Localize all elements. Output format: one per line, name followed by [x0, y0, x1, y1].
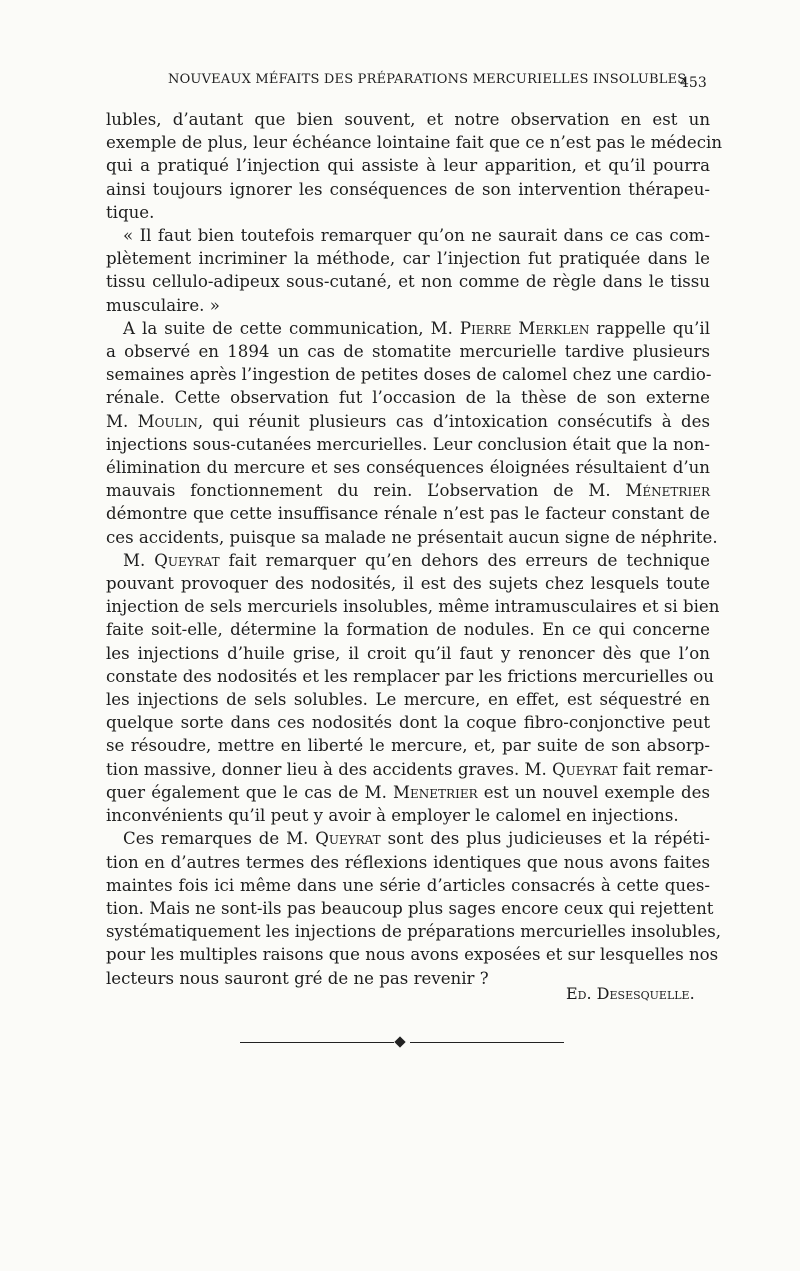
- text-run: tion massive, donner lieu à des accidents graves. M.: [106, 759, 553, 779]
- text-line: ces accidents, puisque sa malade ne présentait aucun signe de néphrite.: [106, 527, 718, 547]
- text-run: A la suite de cette communication, M.: [123, 318, 460, 338]
- text-run: fait remar-: [617, 759, 714, 779]
- person-name: Queyrat: [552, 759, 618, 779]
- paragraph: [106, 549, 720, 827]
- text-line: [106, 758, 714, 781]
- text-line: [106, 549, 710, 572]
- text-line: systématiquement les injections de préparations mercurielles insolubles,: [106, 922, 722, 942]
- divider-rule-left: [240, 1042, 394, 1043]
- text-run: Ces remarques de M.: [123, 829, 316, 849]
- text-run: mauvais fonctionnement du rein. L’observation de M.: [106, 481, 626, 501]
- text-run: rappelle qu’il: [589, 318, 711, 338]
- text-line: [106, 781, 710, 804]
- text-run: quer également que le cas de M.: [106, 782, 394, 802]
- text-run: , qui réunit plusieurs cas d’intoxication consécutifs à des: [197, 411, 710, 431]
- text-line: injections sous-cutanées mercurielles. Leur conclusion était que la non-: [106, 434, 710, 454]
- paragraph: [106, 108, 723, 224]
- text-line: plètement incriminer la méthode, car l’injection fut pratiquée dans le: [106, 249, 710, 269]
- text-line: lubles, d’autant que bien souvent, et notre observation en est un: [106, 110, 710, 129]
- text-line: [106, 479, 710, 502]
- text-line: se résoudre, mettre en liberté le mercure, et, par suite de son absorp-: [106, 736, 710, 756]
- text-line: rénale. Cette observation fut l’occasion de la thèse de son externe: [106, 388, 710, 408]
- person-name: Queyrat: [315, 829, 381, 849]
- text-line: injection de sels mercuriels insolubles, même intramusculaires et si bien: [106, 597, 720, 617]
- text-line: démontre que cette insuffisance rénale n’est pas le facteur constant de: [106, 504, 710, 524]
- text-line: les injections de sels solubles. Le mercure, en effet, est séquestré en: [106, 690, 710, 710]
- text-line: maintes fois ici même dans une série d’articles consacrés à cette ques-: [106, 875, 710, 895]
- running-header: NOUVEAUX MÉFAITS DES PRÉPARATIONS MERCURIELLES INSOLUBLES: [168, 72, 687, 87]
- text-line: « Il faut bien toutefois remarquer qu’on ne saurait dans ce cas com-: [123, 226, 710, 246]
- person-name: Menetrier: [393, 782, 478, 802]
- text-line: tique.: [106, 202, 155, 222]
- author-signature: Ed. Desesquelle.: [566, 984, 695, 1003]
- person-name: Pierre Merklen: [459, 318, 590, 338]
- person-name: Ménetrier: [625, 481, 710, 501]
- paragraph: [106, 317, 718, 549]
- text-line: inconvénients qu’il peut y avoir à employer le calomel en injections.: [106, 806, 679, 826]
- diamond-ornament-icon: [394, 1036, 405, 1047]
- person-name: Queyrat: [154, 550, 220, 570]
- text-run: M.: [106, 411, 138, 431]
- text-line: tion en d’autres termes des réflexions identiques que nous avons faites: [106, 852, 710, 872]
- text-line: faite soit-elle, détermine la formation de nodules. En ce qui concerne: [106, 620, 710, 640]
- text-line: tissu cellulo-adipeux sous-cutané, et non comme de règle dans le tissu: [106, 272, 710, 292]
- text-line: [106, 827, 710, 850]
- text-line: semaines après l’ingestion de petites doses de calomel chez une cardio-: [106, 365, 712, 385]
- text-run: M.: [123, 550, 155, 570]
- text-line: musculaire. »: [106, 295, 220, 315]
- text-line: pour les multiples raisons que nous avons exposées et sur lesquelles nos: [106, 945, 719, 965]
- divider-rule-right: [410, 1042, 564, 1043]
- paragraph: [106, 827, 722, 989]
- text-line: pouvant provoquer des nodosités, il est des sujets chez lesquels toute: [106, 574, 710, 594]
- paragraph: [106, 224, 710, 317]
- text-line: [106, 317, 710, 340]
- article-body: [106, 108, 723, 990]
- text-line: ainsi toujours ignorer les conséquences de son intervention thérapeu-: [106, 179, 710, 199]
- text-line: [106, 410, 710, 433]
- text-line: constate des nodosités et les remplacer par les frictions mercurielles ou: [106, 666, 714, 686]
- text-run: fait remarquer qu’en dehors des erreurs de technique: [219, 550, 711, 570]
- person-name: Moulin: [137, 411, 198, 431]
- text-run: sont des plus judicieuses et la répéti-: [380, 829, 711, 849]
- text-line: les injections d’huile grise, il croit qu’il faut y renoncer dès que l’on: [106, 643, 710, 663]
- text-line: lecteurs nous sauront gré de ne pas revenir ?: [106, 968, 489, 988]
- text-line: exemple de plus, leur échéance lointaine fait que ce n’est pas le médecin: [106, 133, 723, 153]
- text-line: quelque sorte dans ces nodosités dont la coque fibro-conjonctive peut: [106, 713, 710, 733]
- text-line: élimination du mercure et ses conséquences éloignées résultaient d’un: [106, 458, 710, 478]
- section-divider: [240, 1036, 564, 1050]
- page-number: 453: [680, 75, 707, 91]
- text-run: est un nouvel exemple des: [477, 782, 710, 802]
- text-line: qui a pratiqué l’injection qui assiste à leur apparition, et qu’il pourra: [106, 156, 710, 176]
- text-line: a observé en 1894 un cas de stomatite mercurielle tardive plusieurs: [106, 342, 710, 362]
- text-line: tion. Mais ne sont-ils pas beaucoup plus sages encore ceux qui rejettent: [106, 898, 714, 918]
